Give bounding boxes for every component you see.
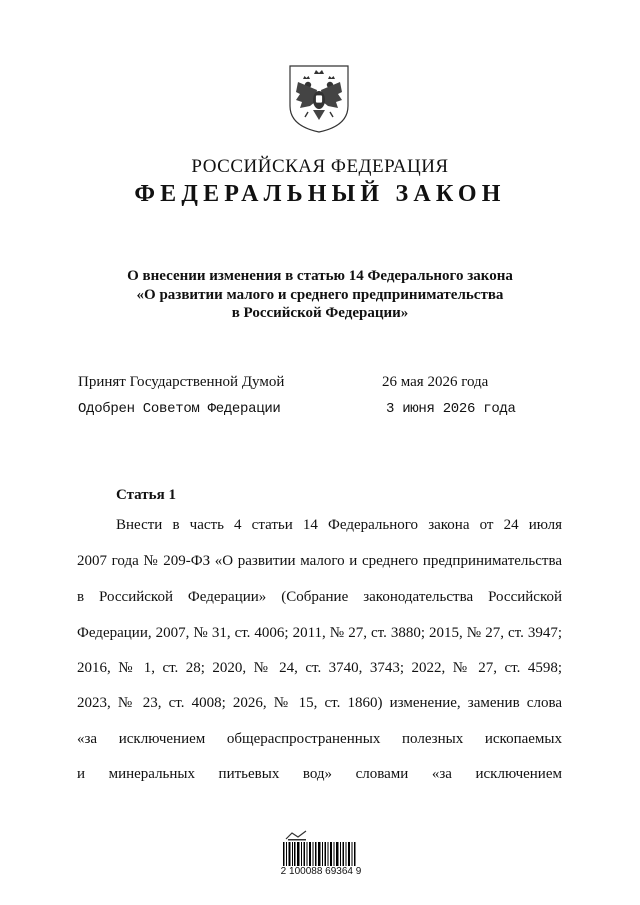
barcode-number: 2 100088 69364 9 bbox=[280, 866, 362, 877]
law-title-line: О внесении изменения в статью 14 Федерального закона bbox=[127, 268, 513, 284]
article-text-line: 2016, № 1, ст. 28; 2020, № 24, ст. 3740, 3743; 2022, № 27, ст. 4598; bbox=[77, 660, 562, 676]
article-text-line: «за исключением общераспространенных полезных ископаемых bbox=[77, 731, 562, 747]
law-title-line: «О развитии малого и среднего предпринимательства bbox=[136, 286, 504, 303]
article-text-line: 2007 года № 209-ФЗ «О развитии малого и среднего предпринимательства bbox=[77, 553, 562, 569]
article-text-line: в Российской Федерации» (Собрание законодательства Российской bbox=[77, 589, 562, 605]
law-title-line: в Российской Федерации» bbox=[231, 305, 409, 321]
law-title bbox=[80, 267, 560, 323]
article-text-line: Внести в часть 4 статьи 14 Федерального закона от 24 июля bbox=[116, 517, 562, 533]
document-type: ФЕДЕРАЛЬНЫЙ ЗАКОН bbox=[134, 181, 506, 207]
barcode bbox=[283, 842, 357, 866]
article-text-line: и минеральных питьевых вод» словами «за исключением bbox=[77, 766, 562, 782]
adopted-date: 26 мая 2026 года bbox=[382, 374, 489, 390]
article-text-line: Федерации, 2007, № 31, ст. 4006; 2011, № 27, ст. 3880; 2015, № 27, ст. 3947; bbox=[77, 625, 562, 641]
adopted-by-duma-label: Принят Государственной Думой bbox=[78, 374, 285, 390]
approved-by-council-label: Одобрен Советом Федерации bbox=[78, 401, 281, 417]
country-name: РОССИЙСКАЯ ФЕДЕРАЦИЯ bbox=[191, 156, 449, 177]
article-text-line: 2023, № 23, ст. 4008; 2026, № 15, ст. 1860) изменение, заменив слова bbox=[77, 695, 562, 711]
barcode-mark-icon bbox=[284, 829, 310, 842]
russian-coat-of-arms-icon bbox=[286, 62, 352, 134]
approved-date: 3 июня 2026 года bbox=[386, 401, 516, 417]
article-heading: Статья 1 bbox=[116, 487, 176, 503]
